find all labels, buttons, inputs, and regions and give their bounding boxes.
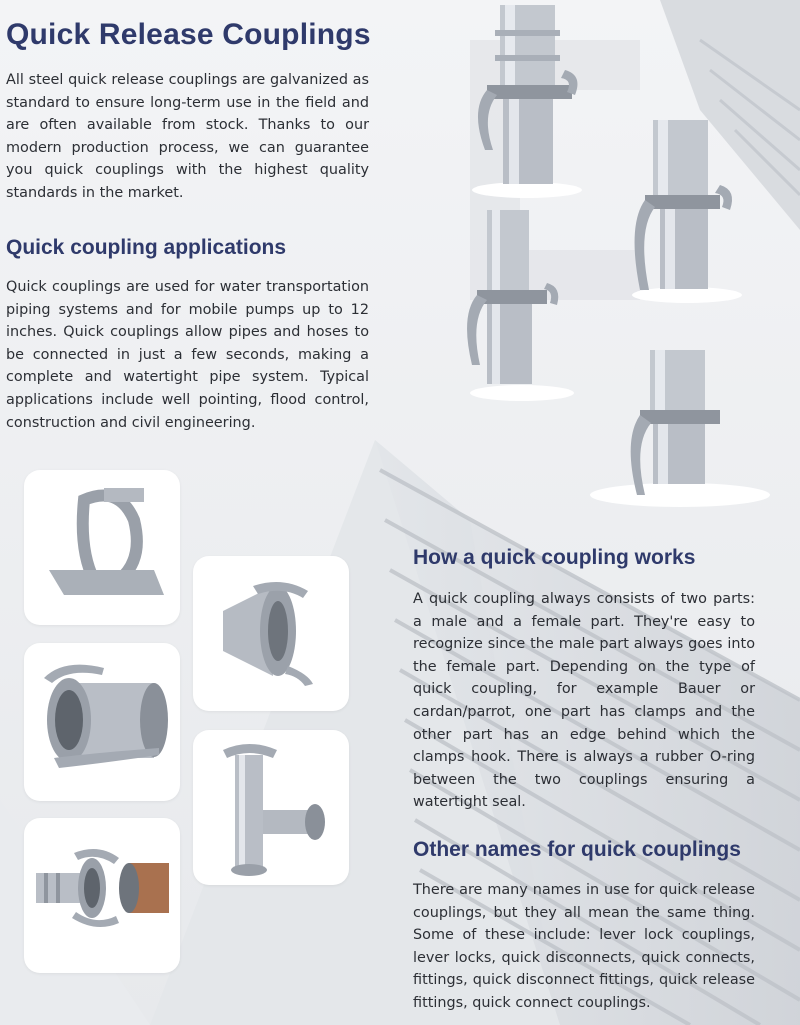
applications-heading: Quick coupling applications <box>6 236 287 259</box>
coupling-image-4 <box>585 345 775 510</box>
other-names-section <box>413 879 755 1015</box>
coupling-image-3 <box>462 205 582 405</box>
other-names-heading: Other names for quick couplings <box>413 838 741 861</box>
how-paragraph: A quick coupling always consists of two parts: a male and a female part. They're easy to recognize since the male part always goes into the female part. Depending on the type of quick coupling, for example Bauer or cardan/parrot, one part has clamps and the other part has an edge behind which the clamps hook. There is always a rubber O-ring between the two couplings ensuring a watertight seal. <box>413 591 755 811</box>
intro-paragraph: All steel quick release couplings are galvanized as standard to ensure long-term use in the field and are often available from stock. Thanks to our modern production process, we can guarantee you quick couplings with the highest quality standards in the market. <box>6 72 369 201</box>
product-card-tee <box>193 730 349 885</box>
product-card-male-female-pair <box>24 818 180 973</box>
applications-heading-block <box>6 236 286 260</box>
applications-section <box>6 276 369 434</box>
how-section <box>413 588 755 814</box>
coupling-image-1 <box>465 0 590 200</box>
how-heading-block <box>413 546 695 570</box>
applications-paragraph: Quick couplings are used for water transportation piping systems and for mobile pumps up to 12 inches. Quick couplings allow pipes and hoses to be connected in just a few seconds, making a complete and watertight pipe system. Typical applications include well pointing, flood control, construction and civil engineering. <box>6 279 369 431</box>
intro-section <box>6 69 369 205</box>
product-card-clamp <box>24 470 180 625</box>
coupling-image-2 <box>625 115 750 305</box>
product-card-female-coupling <box>24 643 180 801</box>
page-title: Quick Release Couplings <box>6 18 371 51</box>
how-heading: How a quick coupling works <box>413 546 696 569</box>
other-names-paragraph: There are many names in use for quick release couplings, but they all mean the same thing. Some of these include: lever lock couplings, lever locks, quick disconnects, quick connects, fittings, quick disconnect fittings, quick release fittings, quick connect couplings. <box>413 882 755 1011</box>
other-names-heading-block <box>413 838 741 862</box>
product-card-reducer <box>193 556 349 711</box>
